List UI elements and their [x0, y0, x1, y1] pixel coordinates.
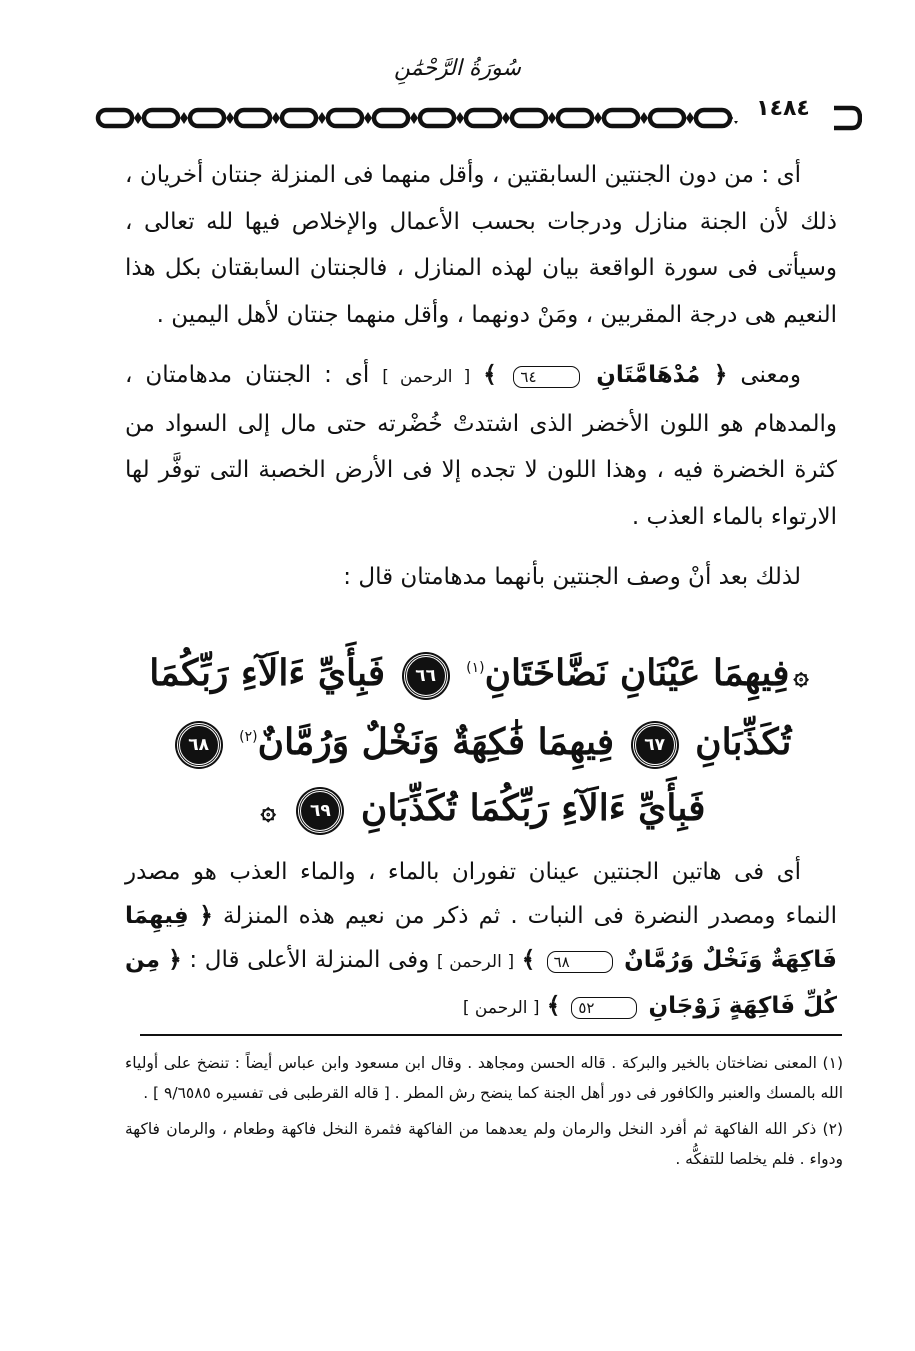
p4-text-cont: وفى المنزلة الأعلى قال :: [189, 947, 430, 973]
footnotes: [125, 1048, 843, 1180]
verse-open-ornament: ۞: [793, 661, 809, 691]
commentary-section-2: [125, 850, 837, 1044]
paragraph-4: [125, 850, 837, 1030]
ayah-badge-68: ٦٨: [177, 723, 221, 767]
verse-line-1: [125, 640, 837, 709]
verse-close-ornament: ۞: [260, 796, 276, 826]
surah-reference: [ الرحمن ]: [382, 367, 471, 387]
footnote-mark-2: (٢): [239, 729, 258, 745]
footnote-2: (٢) ذكر الله الفاكهة ثم أفرد النخل والرمان ولم يعدهما من الفاكهة فثمرة النخل فاكهة وطعام ، والرمان فاكهة ودواء . فلم يخلصا للتفكُّه .: [125, 1120, 843, 1168]
verse-text: فَبِأَيِّ ءَالَآءِ رَبِّكُمَا: [149, 652, 386, 694]
ayah-number: ٥٢: [571, 997, 637, 1019]
paragraph-2: [125, 352, 837, 540]
verse-text: فِيهِمَا عَيْنَانِ نَضَّاخَتَانِ: [484, 652, 790, 694]
quote-text: ﴿ مُدْهَامَّتَانِ: [596, 362, 728, 388]
quote-close: ﴾: [483, 362, 497, 388]
footnote-divider: [140, 1034, 842, 1036]
ayah-badge-66: ٦٦: [404, 654, 448, 698]
verse-line-3: [125, 775, 837, 844]
p2-lead: ومعنى: [740, 362, 802, 388]
quote-text: ﴿ مِن كُلِّ فَاكِهَةٍ زَوْجَانِ: [125, 947, 837, 1019]
verse-block: [125, 640, 837, 844]
paragraph-3: لذلك بعد أنْ وصف الجنتين بأنهما مدهامتان قال :: [343, 564, 801, 590]
footnote-mark-1: (١): [466, 660, 485, 676]
verse-text: فَبِأَيِّ ءَالَآءِ رَبِّكُمَا تُكَذِّبَانِ: [360, 787, 706, 829]
verse-line-2: [125, 709, 837, 775]
p2-body: أى : الجنتان مدهامتان ، والمدهام هو اللون الأخضر الذى اشتدتْ خُضْرته حتى مال إلى السواد من كثرة الخضرة فيه ، وهذا اللون لا تجده إلا فى الأرض الخصبة التى توفَّر لها الارتواء بالماء العذب .: [125, 362, 837, 530]
quote-close: ﴾: [521, 947, 536, 973]
commentary-section-1: [125, 152, 837, 615]
verse-text: فِيهِمَا فَٰكِهَةٌ وَنَخْلٌ وَرُمَّانٌ: [257, 721, 615, 763]
p4-text: أى فى هاتين الجنتين عينان تفوران بالماء ، والماء العذب هو مصدر النماء ومصدر النضرة فى النبات . ثم ذكر من نعيم هذه المنزلة: [125, 859, 838, 929]
ayah-number: ٦٨: [547, 951, 613, 973]
chain-end-cap: [834, 108, 860, 128]
ayah-badge-67: ٦٧: [633, 723, 677, 767]
page-number: ١٤٨٤: [733, 96, 833, 121]
footnote-1: (١) المعنى نضاختان بالخير والبركة . قاله الحسن ومجاهد . وقال ابن مسعود وابن عباس أيضاً : تنضخ على أولياء الله بالمسك والعنبر والكافور فى دور أهل الجنة كما ينضح رش المطر . [ قاله القرطبى فى تفسيره ٩/٦٥٨٥ ] .: [125, 1054, 843, 1102]
quran-quote: [483, 362, 727, 388]
surah-reference: [ الرحمن ]: [436, 952, 515, 972]
surah-title: سُورَةُ الرَّحْمَٰنِ: [394, 56, 521, 81]
surah-reference: [ الرحمن ]: [462, 998, 540, 1018]
quote-close: ﴾: [546, 993, 561, 1019]
ayah-badge-69: ٦٩: [298, 789, 342, 833]
verse-text: تُكَذِّبَانِ: [695, 721, 792, 763]
quote-text: ﴿ فِيهِمَا فَاكِهَةٌ وَنَخْلٌ وَرُمَّانٌ: [125, 903, 837, 973]
ayah-number: ٦٤: [513, 366, 579, 388]
paragraph-1: أى : من دون الجنتين السابقتين ، وأقل منهما فى المنزلة جنتان أخريان ، ذلك لأن الجنة منازل ودرجات بحسب الأعمال والإخلاص فيها لله تعالى ، وسيأتى فى سورة الواقعة بيان لهذه المنازل ، فالجنتان السابقتان بكل هذا النعيم هى درجة المقربين ، ومَنْ دونهما ، وأقل منهما جنتان لأهل اليمين .: [125, 162, 837, 328]
